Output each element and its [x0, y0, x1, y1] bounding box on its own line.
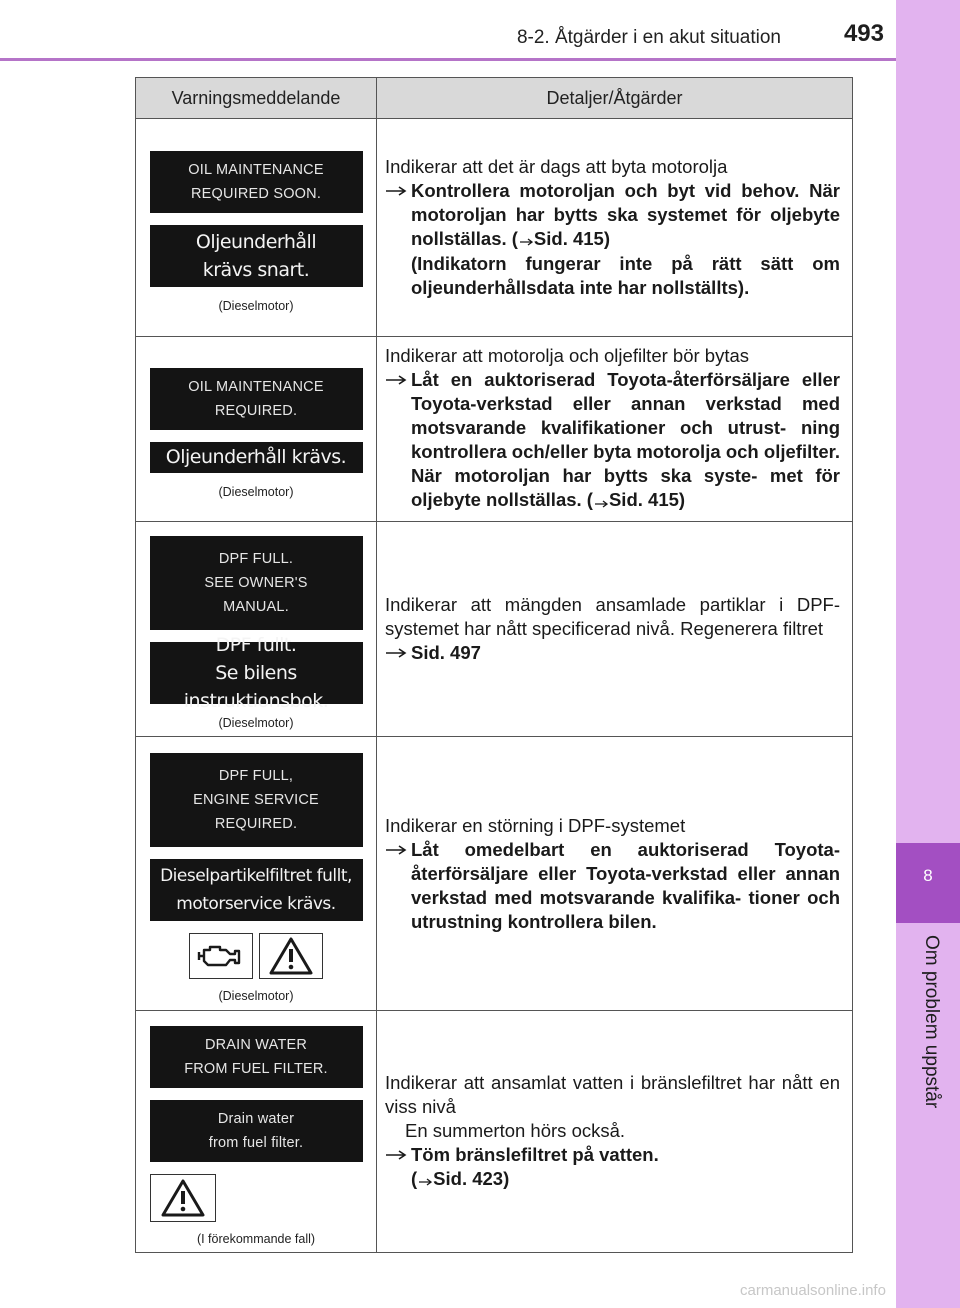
engine-note: (Dieselmotor)	[218, 298, 294, 313]
table-row	[136, 337, 853, 522]
display-message-sv	[150, 225, 363, 287]
message-line: DPF FULL,	[218, 767, 294, 784]
message-line: OIL MAINTENANCE	[188, 161, 324, 178]
message-line: DPF FULL.	[218, 551, 294, 567]
page-header	[0, 0, 896, 62]
display-message-sv	[150, 634, 363, 712]
message-line: SEE OWNER'S	[204, 575, 308, 591]
engine-note: (Dieselmotor)	[218, 988, 294, 1003]
warning-triangle-icon	[259, 933, 323, 979]
message-line: Se bilens instruktionsbok.	[183, 662, 329, 712]
sub-note: En summerton hörs också.	[405, 1119, 626, 1141]
arrow-right-icon	[385, 368, 411, 385]
column-header-message: Varningsmeddelande	[136, 78, 377, 119]
description-text: Indikerar att motorolja och oljefilter bör bytas	[385, 345, 750, 367]
table-row	[136, 119, 853, 337]
table-row	[136, 1011, 853, 1253]
details-cell	[377, 337, 853, 522]
page-reference-link[interactable]: Sid. 423)	[433, 1167, 510, 1189]
action-item	[385, 179, 840, 300]
action-ref-paren: (	[411, 1167, 418, 1189]
message-line: from fuel filter.	[208, 1134, 304, 1151]
indicator-icons	[136, 1174, 376, 1222]
details-cell	[377, 737, 853, 1011]
arrow-right-icon	[385, 1143, 411, 1160]
arrow-right-icon	[519, 228, 533, 252]
chapter-number: 8	[896, 843, 960, 923]
arrow-right-icon	[385, 179, 411, 196]
warning-message-table	[135, 77, 853, 1253]
details-cell	[377, 1011, 853, 1253]
column-header-details: Detaljer/Åtgärder	[377, 78, 853, 119]
message-cell	[136, 1011, 377, 1253]
page-reference-link[interactable]: Sid. 415)	[608, 489, 686, 511]
display-message-sv	[150, 1100, 363, 1162]
message-cell	[136, 337, 377, 522]
description-text: Indikerar att ansamlat vatten i bränslefiltret har nått en viss nivå	[385, 1071, 840, 1117]
action-item	[385, 368, 840, 513]
message-line: MANUAL.	[223, 599, 289, 615]
message-line: krävs snart.	[202, 258, 310, 281]
arrow-right-icon	[385, 641, 411, 658]
display-message-sv	[150, 442, 363, 473]
message-line: OIL MAINTENANCE	[188, 378, 324, 395]
arrow-right-icon	[594, 490, 608, 514]
message-line: Oljeunderhåll krävs.	[165, 446, 347, 468]
details-cell	[377, 119, 853, 337]
description-text: Indikerar att mängden ansamlade partiklar i DPF-systemet har nått specificerad nivå. Regenerera filtret	[385, 594, 840, 639]
action-text: Låt omedelbart en auktoriserad Toyota-återförsäljare eller Toyota-verkstad eller annan verkstad med motsvarande kvalifika- tioner och utrustning kontrollera bilen.	[411, 838, 840, 932]
engine-note: (Dieselmotor)	[218, 716, 294, 730]
page-number: 493	[843, 20, 884, 47]
section-title: 8-2. Åtgärder i en akut situation	[516, 27, 781, 48]
arrow-right-icon	[418, 1168, 432, 1192]
action-item	[385, 1143, 840, 1192]
message-cell	[136, 737, 377, 1011]
chapter-side-tab	[896, 0, 960, 1308]
watermark: carmanualsonline.info	[740, 1282, 886, 1299]
message-line: REQUIRED.	[214, 815, 298, 832]
message-cell	[136, 522, 377, 737]
page-reference-link[interactable]: Sid. 415)	[533, 227, 611, 249]
header-rule	[0, 58, 896, 61]
action-item	[385, 838, 840, 934]
message-line: Oljeunderhåll	[195, 230, 317, 253]
message-line: motorservice krävs.	[176, 893, 336, 914]
message-line: DPF fullt.	[215, 634, 297, 656]
action-text: Låt en auktoriserad Toyota-återförsäljare eller Toyota-verkstad eller annan verkstad med motsvarande kvalifikationer och utrust- ning kontrollera och/eller byta motorolja och oljefilter. När motoroljan har bytts ska syste- met för oljebyte nollställas. (	[411, 369, 840, 511]
engine-check-icon	[189, 933, 253, 979]
display-message-sv	[150, 859, 363, 921]
engine-note: (Dieselmotor)	[218, 484, 294, 499]
display-message-en	[150, 1026, 363, 1088]
page-reference-link[interactable]: Sid. 497	[411, 642, 481, 663]
chapter-label: Om problem uppstår	[921, 935, 942, 1109]
message-cell	[136, 119, 377, 337]
display-message-en	[150, 536, 363, 630]
availability-note: (I förekommande fall)	[196, 1231, 316, 1246]
message-line: ENGINE SERVICE	[193, 791, 319, 808]
message-line: FROM FUEL FILTER.	[184, 1060, 328, 1077]
action-text: Kontrollera motoroljan och byt vid behov. När motoroljan har bytts ska systemet för oljebyte nollställas. (	[411, 179, 840, 249]
display-message-en	[150, 151, 363, 213]
details-cell	[377, 522, 853, 737]
message-line: Drain water	[217, 1110, 295, 1127]
action-text: Töm bränslefiltret på vatten.	[411, 1143, 659, 1165]
arrow-right-icon	[385, 838, 411, 855]
message-line: REQUIRED.	[214, 402, 298, 419]
message-line: DRAIN WATER	[204, 1036, 308, 1053]
message-line: Dieselpartikelfiltret fullt,	[160, 865, 352, 886]
description-text: Indikerar att det är dags att byta motorolja	[385, 155, 728, 177]
table-header-row	[136, 78, 853, 119]
display-message-en	[150, 753, 363, 847]
warning-triangle-icon	[150, 1174, 216, 1222]
table-row	[136, 522, 853, 737]
description-text: Indikerar en störning i DPF-systemet	[385, 814, 686, 836]
message-line: REQUIRED SOON.	[190, 185, 322, 202]
table-row	[136, 737, 853, 1011]
display-message-en	[150, 368, 363, 430]
action-item	[385, 641, 840, 665]
indicator-icons	[136, 933, 376, 979]
action-note: (Indikatorn fungerar inte på rätt sätt om oljeunderhållsdata inte har nollställts).	[411, 253, 840, 299]
